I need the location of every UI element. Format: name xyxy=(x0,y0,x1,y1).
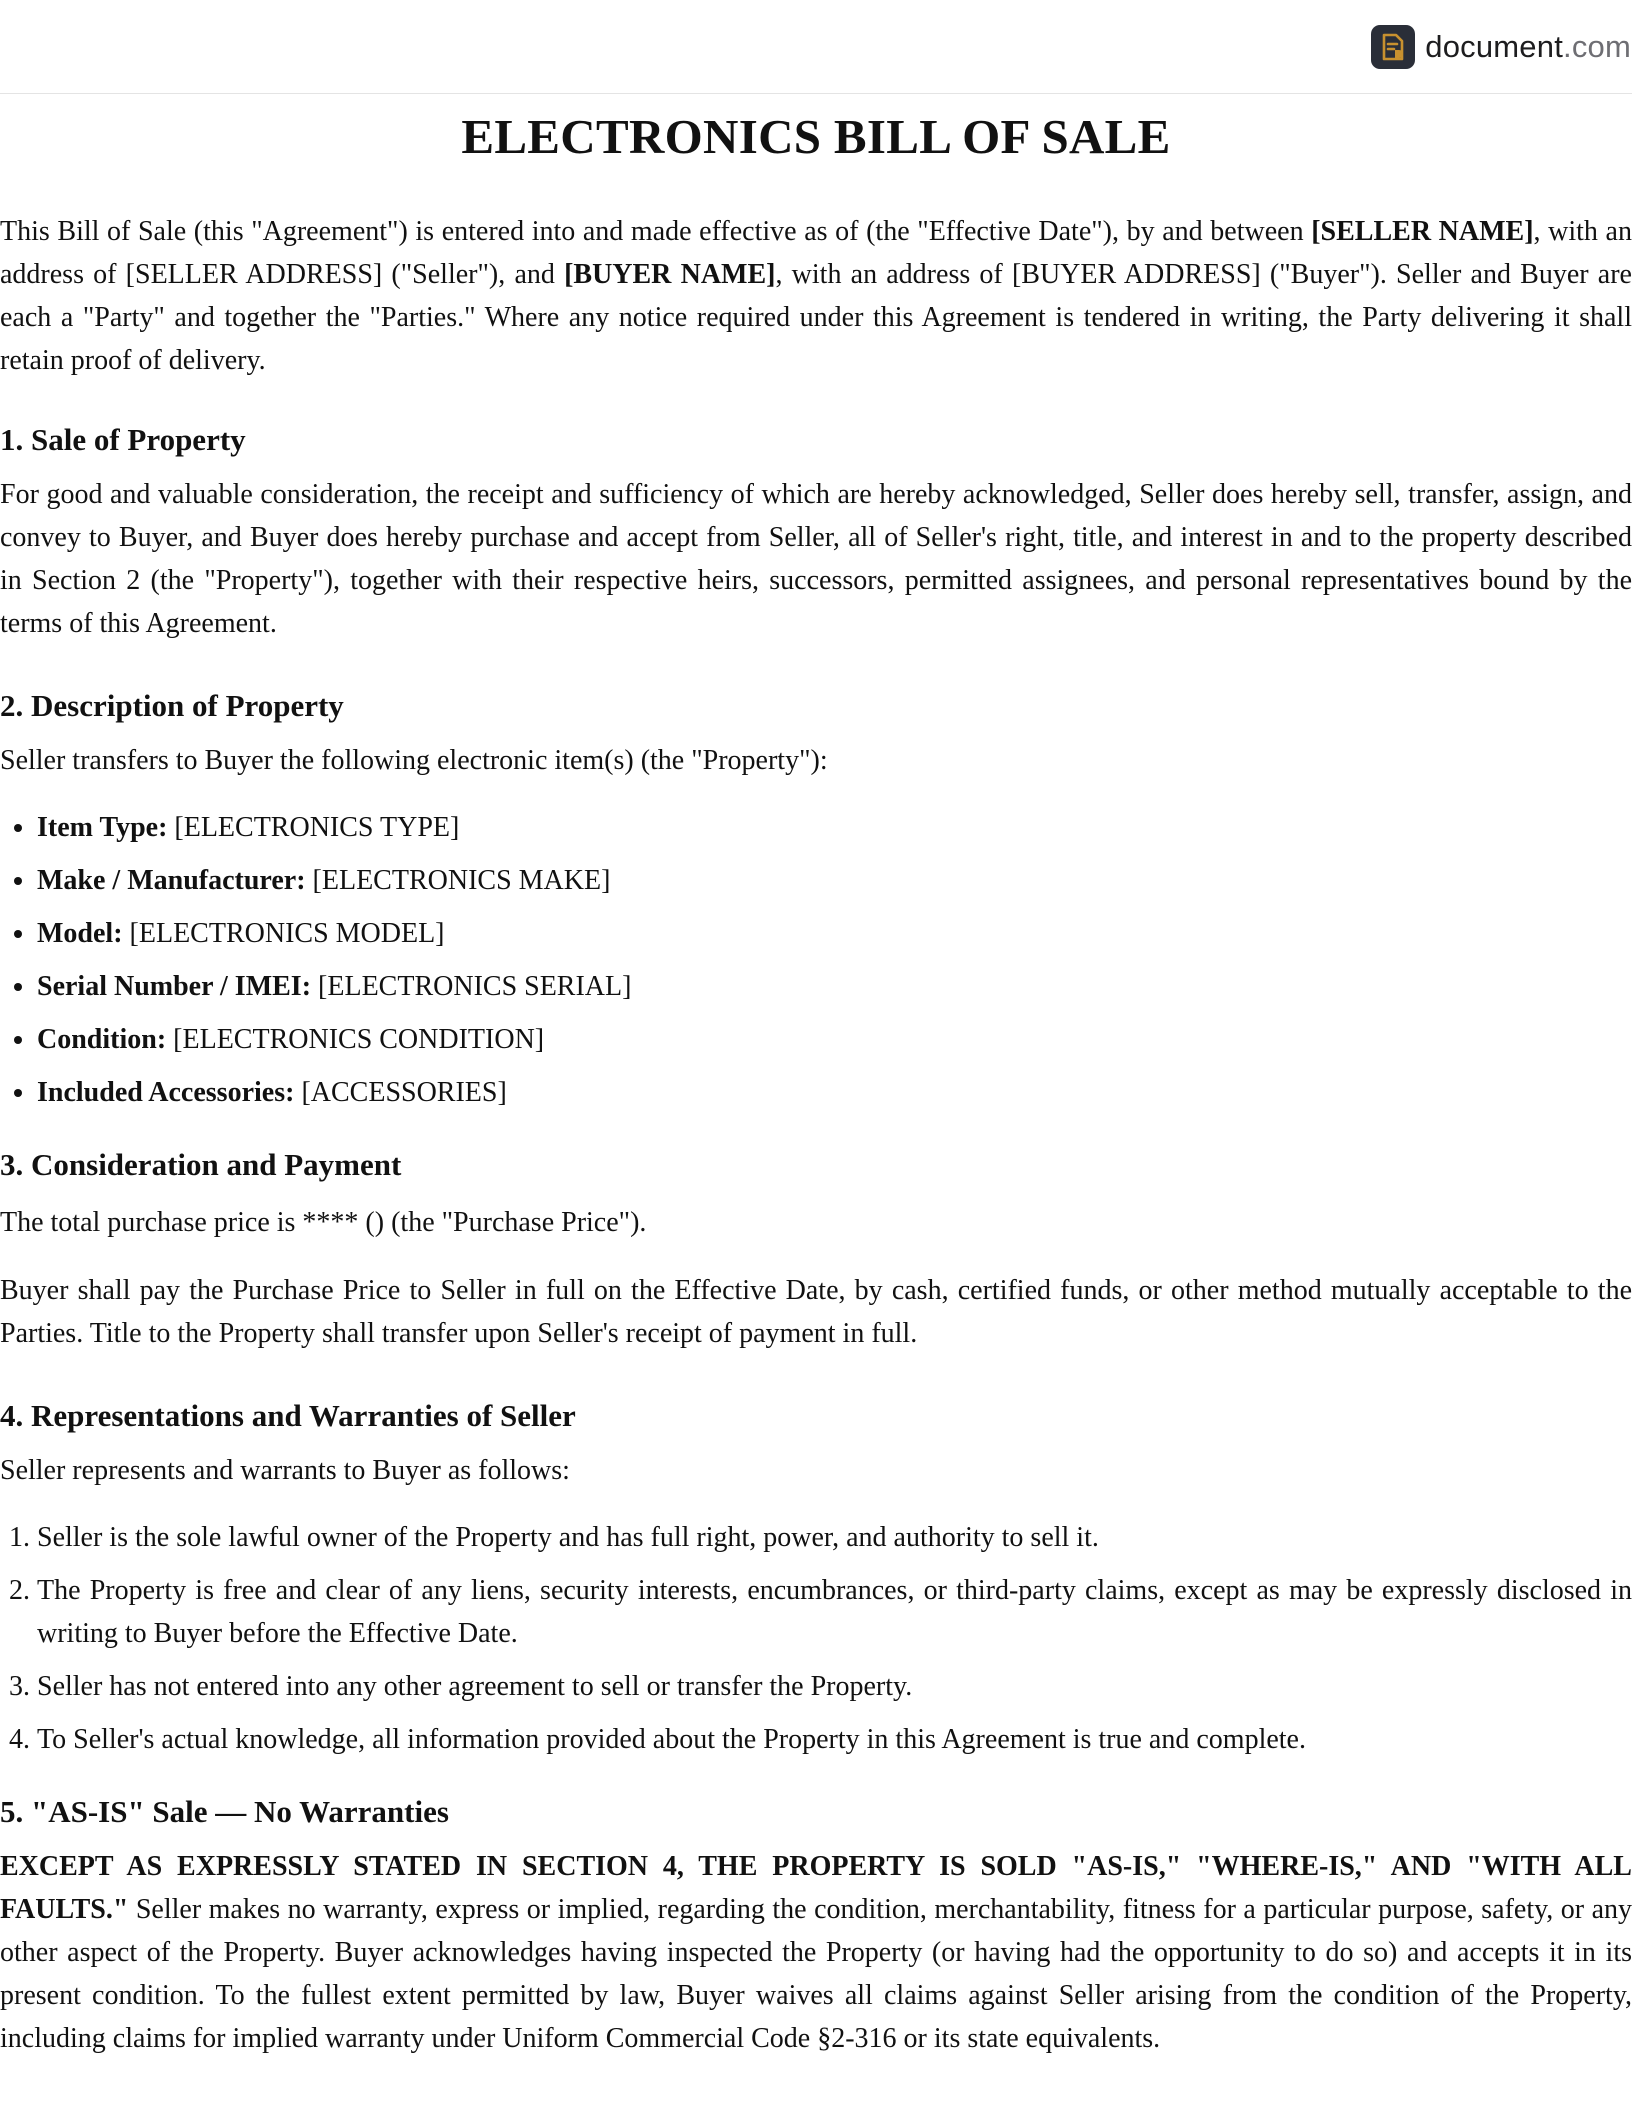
property-details-list xyxy=(0,806,1632,1114)
list-item: 2. The Property is free and clear of any liens, security interests, encumbrances, or third-party claims, except as may be expressly disclosed in writing to Buyer before the Effective Date. xyxy=(37,1569,1632,1655)
section-5-text: Seller makes no warranty, express or implied, regarding the condition, merchantability, fitness for a particular purpose, safety, or any other aspect of the Property. Buyer acknowledges having inspected the Property (or having had the opportunity to do so) and accepts it in its present condition. To the fullest extent permitted by law, Buyer waives all claims against Seller arising from the condition of the Property, including claims for implied warranty under Uniform Commercial Code §2-316 or its state equivalents. xyxy=(0,1894,1632,2054)
list-item-label: Item Type: xyxy=(37,812,168,843)
seller-name-placeholder: [SELLER NAME] xyxy=(1311,216,1534,247)
intro-paragraph xyxy=(0,210,1632,382)
list-item: 4. To Seller's actual knowledge, all information provided about the Property in this Agreement is true and complete. xyxy=(37,1718,1632,1761)
section-5-body xyxy=(0,1845,1632,2060)
list-item-value: [ELECTRONICS MAKE] xyxy=(305,865,611,896)
intro-text-2: , with an address of [SELLER ADDRESS] ("Seller"), and xyxy=(0,216,1632,290)
brand-name-tld: .com xyxy=(1563,29,1631,64)
list-item-label: Included Accessories: xyxy=(37,1077,295,1108)
list-item xyxy=(37,859,1632,902)
list-item xyxy=(37,1018,1632,1061)
list-item: 3. Seller has not entered into any other agreement to sell or transfer the Property. xyxy=(37,1665,1632,1708)
list-item xyxy=(37,806,1632,849)
section-1-heading: 1. Sale of Property xyxy=(0,422,246,457)
section-2-heading: 2. Description of Property xyxy=(0,688,344,723)
section-5-heading: 5. "AS-IS" Sale — No Warranties xyxy=(0,1794,449,1829)
brand-name-main: document xyxy=(1425,29,1564,64)
section-1-body: For good and valuable consideration, the receipt and sufficiency of which are hereby acknowledged, Seller does hereby sell, transfer, assign, and convey to Buyer, and Buyer does hereby purchase and accept from Seller, all of Seller's right, title, and interest in and to the property described in Section 2 (the "Property"), together with their respective heirs, successors, permitted assignees, and personal representatives bound by the terms of this Agreement. xyxy=(0,479,1632,639)
list-item-value: [ELECTRONICS SERIAL] xyxy=(311,971,632,1002)
list-item-value: [ELECTRONICS MODEL] xyxy=(122,918,445,949)
section-4-lead: Seller represents and warrants to Buyer as follows: xyxy=(0,1455,570,1486)
list-item xyxy=(37,965,1632,1008)
list-item-label: Condition: xyxy=(37,1024,167,1055)
section-3-price: The total purchase price is **** () (the "Purchase Price"). xyxy=(0,1207,647,1238)
as-is-disclaimer: EXCEPT AS EXPRESSLY STATED IN SECTION 4, THE PROPERTY IS SOLD "AS-IS," "WHERE-IS," AND "WITH ALL FAULTS." xyxy=(0,1851,1632,1925)
document-logo-icon xyxy=(1371,25,1415,69)
document-title: ELECTRONICS BILL OF SALE xyxy=(461,109,1171,164)
list-item-label: Model: xyxy=(37,918,123,949)
list-item xyxy=(37,912,1632,955)
list-item xyxy=(37,1071,1632,1114)
brand-logo-link[interactable] xyxy=(1371,22,1631,72)
list-item-value: [ELECTRONICS CONDITION] xyxy=(166,1024,545,1055)
intro-text-3: , with an address of [BUYER ADDRESS] ("Buyer"). Seller and Buyer are each a "Party" and together the "Parties." Where any notice required under this Agreement is tendered in writing, the Party delivering it shall retain proof of delivery. xyxy=(0,259,1632,376)
list-item-label: Make / Manufacturer: xyxy=(37,865,306,896)
section-3-heading: 3. Consideration and Payment xyxy=(0,1147,402,1182)
brand-name xyxy=(1425,29,1631,65)
list-item-label: Serial Number / IMEI: xyxy=(37,971,312,1002)
buyer-name-placeholder: [BUYER NAME] xyxy=(564,259,776,290)
document-body xyxy=(0,93,1632,2060)
warranties-list xyxy=(0,1516,1632,1761)
list-item-value: [ELECTRONICS TYPE] xyxy=(167,812,460,843)
list-item: 1. Seller is the sole lawful owner of the Property and has full right, power, and authority to sell it. xyxy=(37,1516,1632,1559)
list-item-value: [ACCESSORIES] xyxy=(294,1077,507,1108)
intro-text-1: This Bill of Sale (this "Agreement") is entered into and made effective as of (the "Effective Date"), by and between xyxy=(0,216,1312,247)
section-4-heading: 4. Representations and Warranties of Seller xyxy=(0,1398,576,1433)
section-2-lead: Seller transfers to Buyer the following electronic item(s) (the "Property"): xyxy=(0,745,828,776)
top-bar xyxy=(0,0,1632,94)
section-3-payment: Buyer shall pay the Purchase Price to Seller in full on the Effective Date, by cash, certified funds, or other method mutually acceptable to the Parties. Title to the Property shall transfer upon Seller's receipt of payment in full. xyxy=(0,1275,1632,1349)
